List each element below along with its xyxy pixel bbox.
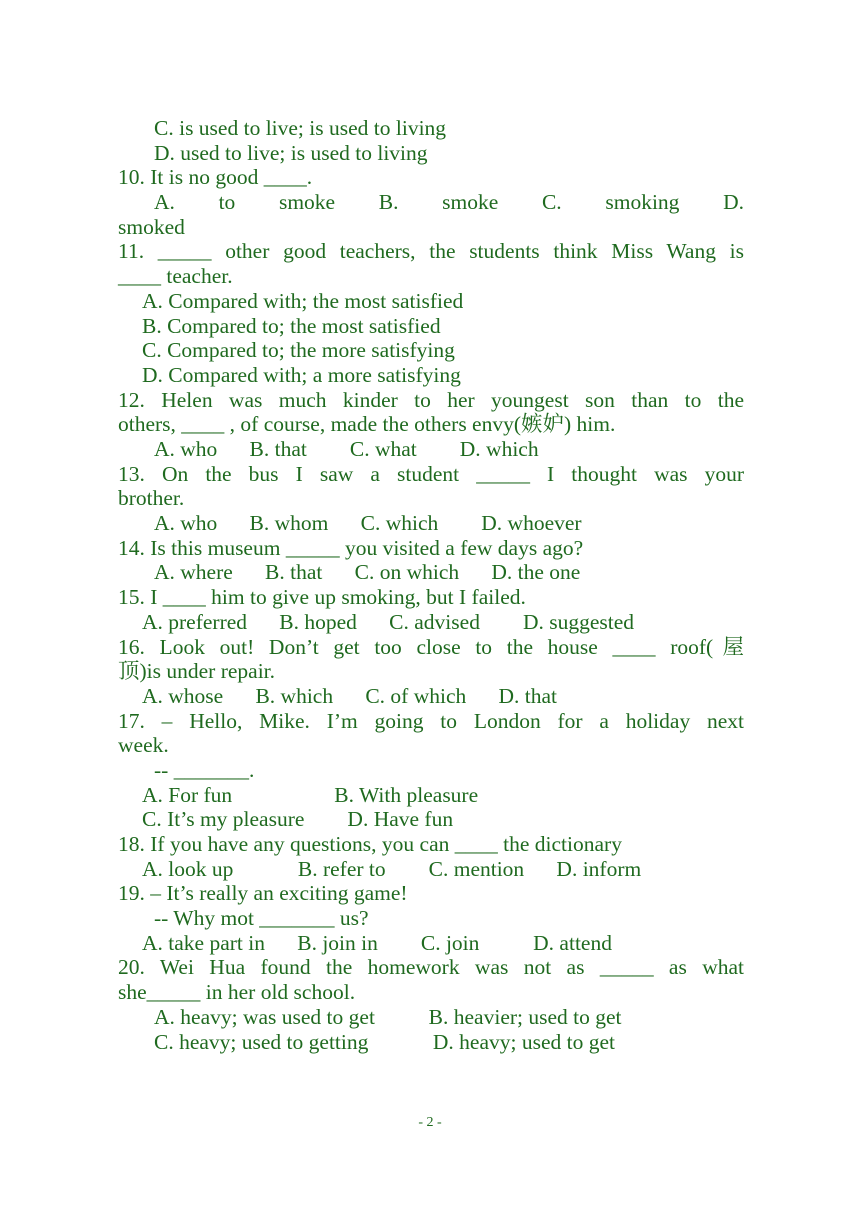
text-line: A. whose B. which C. of which D. that xyxy=(142,683,558,708)
text-line: A. heavy; was used to get B. heavier; used to get xyxy=(154,1004,622,1029)
text-line: 16. Look out! Don’t get too close to the house ____ roof(屋 xyxy=(118,634,744,659)
text-line: 17. – Hello, Mike. I’m going to London for a holiday next xyxy=(118,708,744,733)
text-line: 14. Is this museum _____ you visited a few days ago? xyxy=(118,535,584,560)
text-line: she_____ in her old school. xyxy=(118,980,356,1005)
text-line: week. xyxy=(118,733,169,758)
question-text-block xyxy=(118,116,744,1054)
text-line: C. heavy; used to getting D. heavy; used to get xyxy=(154,1029,615,1054)
text-line: A. look up B. refer to C. mention D. inform xyxy=(142,856,642,881)
text-line: A. take part in B. join in C. join D. attend xyxy=(142,930,612,955)
text-line: smoked xyxy=(118,214,185,239)
text-line: A. For fun B. With pleasure xyxy=(142,782,479,807)
text-line: 13. On the bus I saw a student _____ I thought was your xyxy=(118,461,744,486)
text-line: A. Compared with; the most satisfied xyxy=(142,288,464,313)
text-line: A. who B. that C. what D. which xyxy=(154,436,539,461)
page-number: - 2 - xyxy=(418,1115,442,1130)
text-line: A. to smoke B. smoke C. smoking D. xyxy=(154,190,744,215)
text-line: C. It’s my pleasure D. Have fun xyxy=(142,807,454,832)
text-line: ____ teacher. xyxy=(118,264,233,289)
text-line: A. who B. whom C. which D. whoever xyxy=(154,511,582,536)
text-line: 11. _____ other good teachers, the students think Miss Wang is xyxy=(118,239,744,264)
text-line: C. Compared to; the more satisfying xyxy=(142,338,455,363)
text-line: others, ____ , of course, made the others envy(嫉妒) him. xyxy=(118,412,616,437)
text-line: 15. I ____ him to give up smoking, but I failed. xyxy=(118,585,526,610)
text-line: A. preferred B. hoped C. advised D. suggested xyxy=(142,609,635,634)
text-line: -- _______. xyxy=(154,757,255,782)
text-line: 19. – It’s really an exciting game! xyxy=(118,881,408,906)
text-line: 10. It is no good ____. xyxy=(118,165,313,190)
text-line: 20. Wei Hua found the homework was not as _____ as what xyxy=(118,955,744,980)
text-line: -- Why mot _______ us? xyxy=(154,906,369,931)
text-line: A. where B. that C. on which D. the one xyxy=(154,560,581,585)
text-line: C. is used to live; is used to living xyxy=(154,116,447,140)
text-line: brother. xyxy=(118,486,185,511)
text-line: 顶)is under repair. xyxy=(118,659,276,684)
text-line: B. Compared to; the most satisfied xyxy=(142,313,441,338)
text-line: D. used to live; is used to living xyxy=(154,140,428,165)
text-line: D. Compared with; a more satisfying xyxy=(142,362,461,387)
text-line: 18. If you have any questions, you can ____ the dictionary xyxy=(118,832,622,857)
text-line: 12. Helen was much kinder to her youngest son than to the xyxy=(118,387,744,412)
